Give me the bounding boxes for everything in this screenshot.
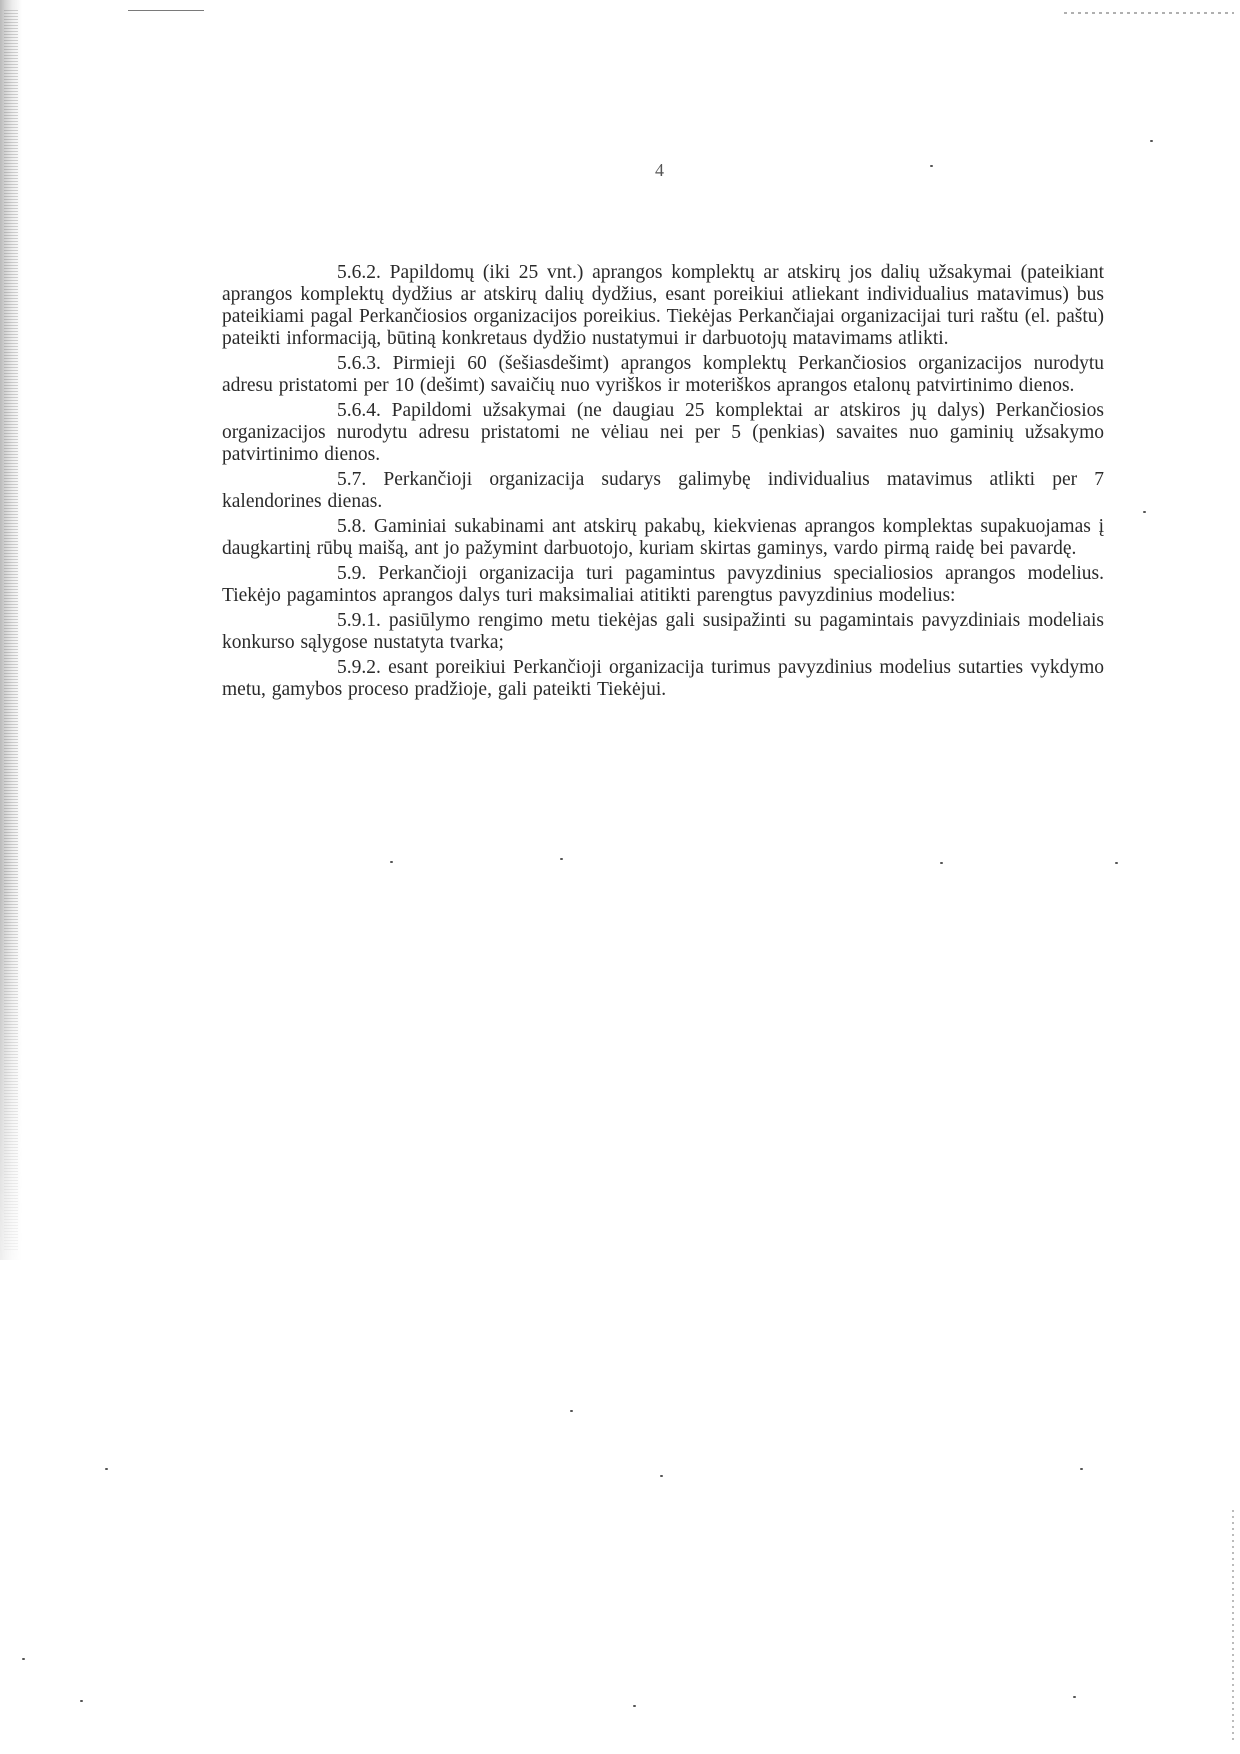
scan-speck: [570, 1410, 573, 1412]
scan-speck: [1073, 1696, 1076, 1698]
scan-shadow-left-edge: [0, 0, 150, 1260]
scan-speck: [1115, 862, 1118, 864]
scan-speck: [390, 861, 393, 863]
page-number: 4: [655, 160, 664, 180]
document-body: [222, 262, 1104, 704]
scan-mark-right-edge: [1232, 1510, 1234, 1740]
paragraph-5-6-2: 5.6.2. Papildomų (iki 25 vnt.) aprangos komplektų ar atskirų jos dalių užsakymai (pateikiant aprangos komplektų dydžius ar atskirų dalių dydžius, esant poreikiui atliekant individualius matavimus) bus pateikiami pagal Perkančiosios organizacijos poreikius. Tiekėjas Perkančiajai organizacijai turi raštu (el. paštu) pateikti informaciją, būtiną konkretaus dydžio nustatymui ir darbuotojų matavimams atlikti.: [222, 262, 1104, 349]
scan-speck: [105, 1468, 108, 1470]
paragraph-5-6-3: 5.6.3. Pirmieji 60 (šešiasdešimt) aprangos komplektų Perkančiosios organizacijos nurodytu adresu pristatomi per 10 (dešimt) savaičių nuo vyriškos ir moteriškos aprangos etalonų patvirtinimo dienos.: [222, 353, 1104, 396]
paragraph-5-6-4: 5.6.4. Papildomi užsakymai (ne daugiau 25 komplektai ar atskiros jų dalys) Perkančiosios organizacijos nurodytu adresu pristatomi ne vėliau nei per 5 (penkias) savaites nuo gaminių užsakymo patvirtinimo dienos.: [222, 400, 1104, 465]
scan-mark-top-right: [1064, 12, 1234, 14]
paragraph-5-9-1: 5.9.1. pasiūlymo rengimo metu tiekėjas gali susipažinti su pagamintais pavyzdiniais modeliais konkurso sąlygose nustatyta tvarka;: [222, 610, 1104, 653]
scan-speck: [660, 1475, 663, 1477]
scan-speck: [633, 1705, 636, 1707]
scan-speck: [560, 858, 563, 860]
paragraph-5-7: 5.7. Perkančioji organizacija sudarys galimybę individualius matavimus atlikti per 7 kalendorines dienas.: [222, 469, 1104, 512]
paragraph-5-9-2: 5.9.2. esant poreikiui Perkančioji organizacija turimus pavyzdinius modelius sutarties vykdymo metu, gamybos proceso pradžioje, gali pateikti Tiekėjui.: [222, 657, 1104, 700]
scan-speck: [930, 165, 933, 167]
scan-edge-texture: [4, 10, 18, 1250]
scan-speck: [1143, 511, 1146, 513]
scan-speck: [1080, 1468, 1083, 1470]
paragraph-5-8: 5.8. Gaminiai sukabinami ant atskirų pakabų, kiekvienas aprangos komplektas supakuojamas į daugkartinį rūbų maišą, ant jo pažymint darbuotojo, kuriam skirtas gaminys, vardo pirmą raidę bei pavardę.: [222, 516, 1104, 559]
scan-speck: [940, 862, 943, 864]
scan-speck: [1150, 140, 1153, 142]
paragraph-5-9: 5.9. Perkančioji organizacija turi pagamintus pavyzdinius specialiosios aprangos modelius. Tiekėjo pagamintos aprangos dalys turi maksimaliai atitikti parengtus pavyzdinius modelius:: [222, 563, 1104, 606]
scan-speck: [22, 1658, 25, 1660]
scan-speck: [80, 1700, 83, 1702]
scan-mark-top-left: [128, 10, 204, 11]
